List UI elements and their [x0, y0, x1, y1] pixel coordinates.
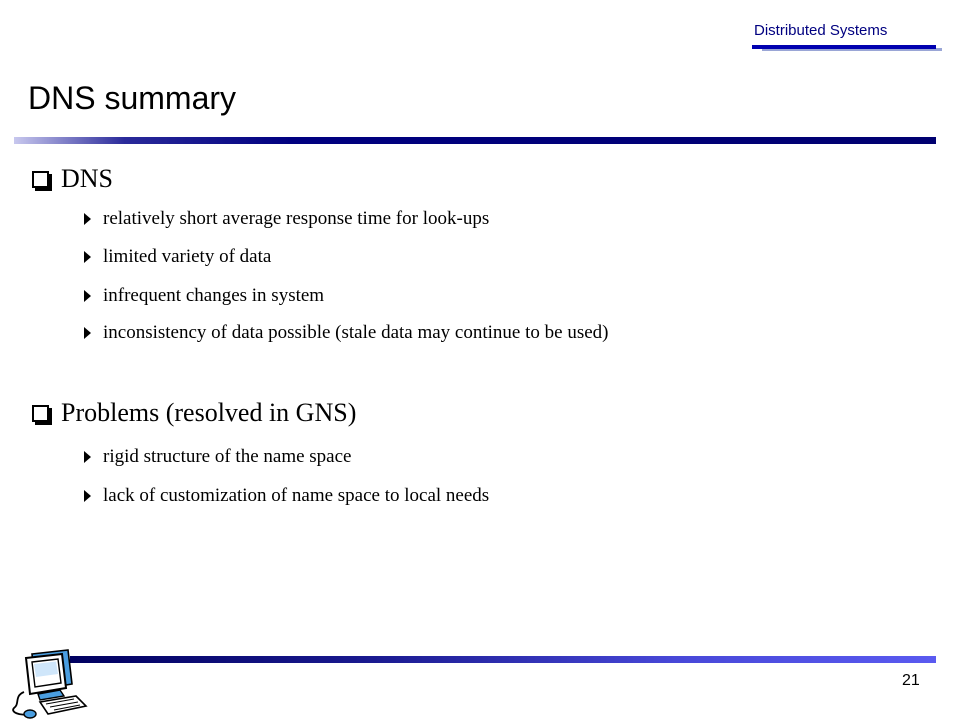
triangle-arrow-icon [84, 451, 91, 463]
bullet-text: relatively short average response time for look-ups [103, 208, 490, 229]
section-heading-label: Problems (resolved in GNS) [61, 398, 357, 427]
computer-clipart-icon [10, 644, 90, 720]
bullet-item [84, 446, 351, 468]
bullet-text: lack of customization of name space to local needs [103, 485, 490, 506]
triangle-arrow-icon [84, 251, 91, 263]
bullet-text: infrequent changes in system [103, 285, 325, 306]
bullet-item [84, 485, 489, 507]
bullet-item [84, 322, 608, 344]
checkbox-square-icon [32, 171, 49, 188]
bullet-item [84, 208, 489, 230]
bullet-item [84, 285, 324, 307]
course-tag-underline [752, 45, 936, 49]
bullet-item [84, 246, 271, 268]
section-heading-label: DNS [61, 164, 114, 193]
title-divider [14, 137, 936, 144]
page-number: 21 [902, 672, 920, 689]
checkbox-square-icon [32, 405, 49, 422]
bullet-text: rigid structure of the name space [103, 446, 352, 467]
triangle-arrow-icon [84, 213, 91, 225]
section-heading-problems [32, 398, 356, 428]
bullet-text: limited variety of data [103, 246, 272, 267]
triangle-arrow-icon [84, 327, 91, 339]
triangle-arrow-icon [84, 290, 91, 302]
footer-divider [70, 656, 936, 663]
bullet-text: inconsistency of data possible (stale data may continue to be used) [103, 322, 609, 343]
course-tag: Distributed Systems [754, 22, 888, 39]
section-heading-dns [32, 164, 113, 194]
slide-title: DNS summary [28, 80, 237, 116]
triangle-arrow-icon [84, 490, 91, 502]
